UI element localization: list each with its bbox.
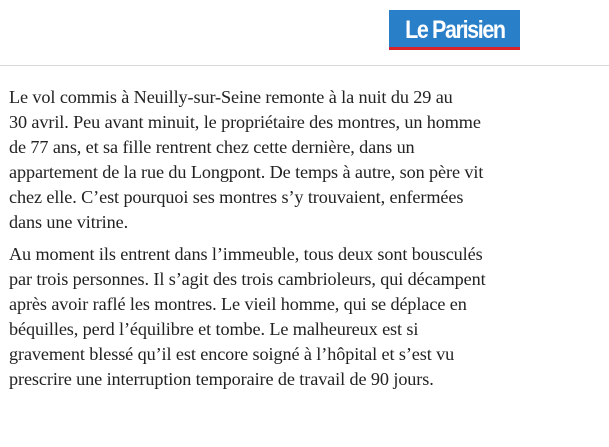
article-body xyxy=(9,85,599,399)
text-line: Le vol commis à Neuilly-sur-Seine remonte à la nuit du 29 au xyxy=(9,87,453,107)
site-header xyxy=(0,0,609,66)
le-parisien-logo[interactable] xyxy=(389,10,520,50)
article-paragraph-2 xyxy=(9,242,599,392)
text-line: de 77 ans, et sa fille rentrent chez cette dernière, dans un xyxy=(9,137,415,157)
text-line: béquilles, perd l’équilibre et tombe. Le malheureux est si xyxy=(9,319,419,339)
text-line: appartement de la rue du Longpont. De temps à autre, son père vit xyxy=(9,162,484,182)
text-line: 30 avril. Peu avant minuit, le propriétaire des montres, un homme xyxy=(9,112,481,132)
text-line: après avoir raflé les montres. Le vieil homme, qui se déplace en xyxy=(9,294,467,314)
text-line: gravement blessé qu’il est encore soigné à l’hôpital et s’est vu xyxy=(9,344,455,364)
logo-red-underline xyxy=(389,47,520,50)
text-line: par trois personnes. Il s’agit des trois cambrioleurs, qui décampent xyxy=(9,269,486,289)
text-line: dans une vitrine. xyxy=(9,212,129,232)
text-line: prescrire une interruption temporaire de travail de 90 jours. xyxy=(9,369,434,389)
text-line: chez elle. C’est pourquoi ses montres s’y trouvaient, enfermées xyxy=(9,187,464,207)
logo-text: Le Parisien xyxy=(404,15,505,44)
text-line: Au moment ils entrent dans l’immeuble, tous deux sont bousculés xyxy=(9,244,483,264)
article-paragraph-1 xyxy=(9,85,599,235)
